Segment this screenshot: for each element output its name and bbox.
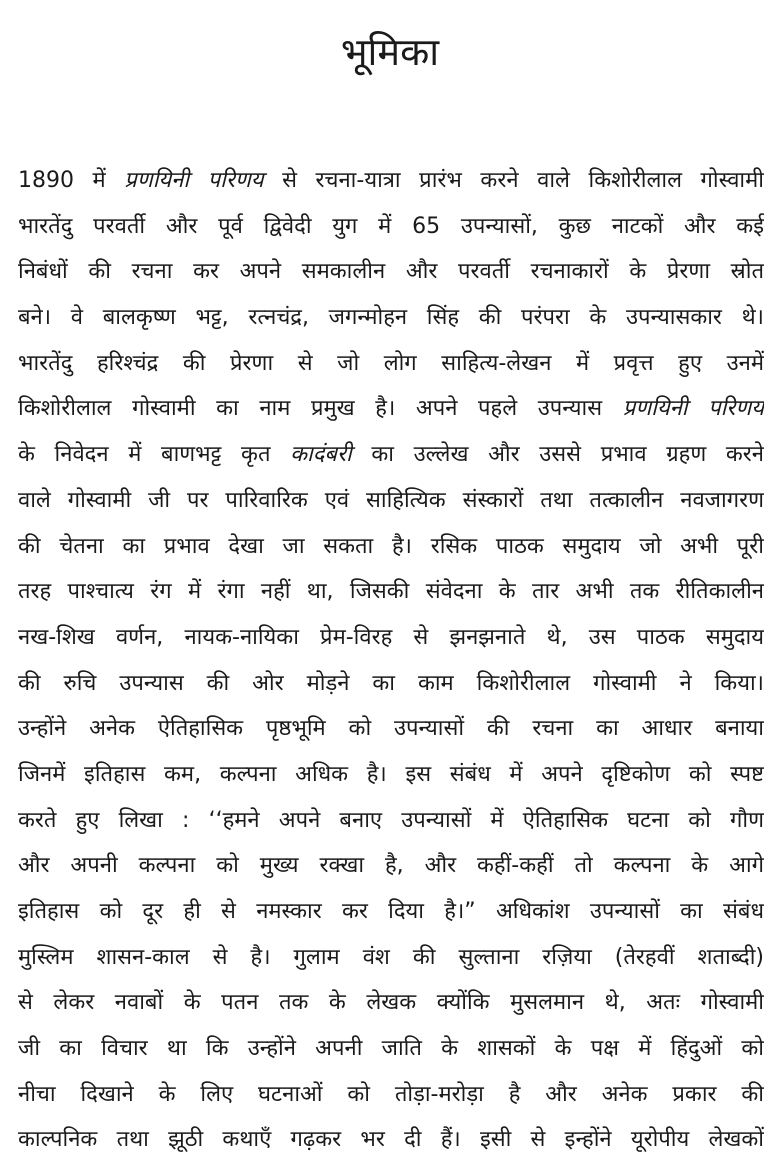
text-line (18, 798, 764, 844)
text-line (18, 249, 764, 295)
text-segment: बने। वे बालकृष्ण भट्ट, रत्नचंद्र, जगन्मोहन सिंह की परंपरा के उपन्यासकार थे। (18, 305, 764, 331)
text-segment: निबंधों की रचना कर अपने समकालीन और परवर्ती रचनाकारों के प्रेरणा स्रोत (18, 259, 764, 285)
text-line (18, 204, 764, 250)
italic-title: कादंबरी (290, 442, 352, 468)
text-segment: नीचा दिखाने के लिए घटनाओं को तोड़ा-मरोड़ा है और अनेक प्रकार की (18, 1081, 764, 1107)
text-line (18, 706, 764, 752)
text-line (18, 752, 764, 798)
text-line (18, 843, 764, 889)
text-line (18, 569, 764, 615)
text-segment: 1890 में (18, 168, 125, 193)
text-segment: वाले गोस्वामी जी पर पारिवारिक एवं साहित्यिक संस्कारों तथा तत्कालीन नवजागरण (18, 487, 764, 513)
text-line (18, 524, 764, 570)
text-segment: करते हुए लिखा : ‘‘हमने अपने बनाए उपन्यासों में ऐतिहासिक घटना को गौण (18, 807, 764, 833)
text-segment: किशोरीलाल गोस्वामी का नाम प्रमुख है। अपने पहले उपन्यास (18, 396, 623, 422)
text-line (18, 661, 764, 707)
text-segment: से लेकर नवाबों के पतन तक के लेखक क्योंकि मुसलमान थे, अतः गोस्वामी (18, 990, 764, 1016)
text-line (18, 1117, 764, 1163)
text-line (18, 341, 764, 387)
text-segment: भारतेंदु हरिश्चंद्र की प्रेरणा से जो लोग साहित्य-लेखन में प्रवृत्त हुए उनमें (18, 350, 764, 376)
text-segment: नख-शिख वर्णन, नायक-नायिका प्रेम-विरह से झनझनाते थे, उस पाठक समुदाय (18, 624, 764, 650)
text-line (18, 478, 764, 524)
text-segment: से रचना-यात्रा प्रारंभ करने वाले किशोरीलाल गोस्वामी (263, 168, 764, 193)
text-segment: उन्होंने अनेक ऐतिहासिक पृष्ठभूमि को उपन्यासों की रचना का आधार बनाया (18, 716, 764, 742)
text-line (18, 615, 764, 661)
text-line (18, 432, 764, 478)
page-title: भूमिका (340, 30, 440, 74)
text-segment: तरह पाश्चात्य रंग में रंगा नहीं था, जिसकी संवेदना के तार अभी तक रीतिकालीन (18, 579, 764, 605)
text-line (18, 386, 764, 432)
italic-title: प्रणयिनी परिणय (622, 396, 764, 422)
text-segment: की रुचि उपन्यास की ओर मोड़ने का काम किशोरीलाल गोस्वामी ने किया। (18, 670, 764, 696)
text-line (18, 935, 764, 981)
text-segment: और अपनी कल्पना को मुख्य रक्खा है, और कहीं-कहीं तो कल्पना के आगे (18, 853, 764, 879)
text-segment: का उल्लेख और उससे प्रभाव ग्रहण करने (351, 442, 764, 468)
text-segment: इतिहास को दूर ही से नमस्कार कर दिया है।” अधिकांश उपन्यासों का संबंध (18, 899, 764, 924)
text-line (18, 158, 764, 204)
text-line (18, 295, 764, 341)
text-segment: भारतेंदु परवर्ती और पूर्व द्विवेदी युग में 65 उपन्यासों, कुछ नाटकों और कई (18, 213, 764, 239)
italic-title: प्रणयिनी परिणय (124, 168, 264, 193)
text-line (18, 889, 764, 935)
text-line (18, 1026, 764, 1072)
text-segment: काल्पनिक तथा झूठी कथाएँ गढ़कर भर दी हैं। इसी से इन्होंने यूरोपीय लेखकों (18, 1127, 764, 1153)
text-segment: जी का विचार था कि उन्होंने अपनी जाति के शासकों के पक्ष में हिंदुओं को (18, 1036, 764, 1062)
text-segment: की चेतना का प्रभाव देखा जा सकता है। रसिक पाठक समुदाय जो अभी पूरी (18, 533, 764, 559)
text-line (18, 1072, 764, 1118)
text-segment: के निवेदन में बाणभट्ट कृत (18, 442, 291, 468)
body-paragraph (18, 158, 764, 1163)
text-segment: जिनमें इतिहास कम, कल्पना अधिक है। इस संबंध में अपने दृष्टिकोण को स्पष्ट (18, 761, 764, 787)
text-segment: मुस्लिम शासन-काल से है। गुलाम वंश की सुल्ताना रज़िया (तेरहवीं शताब्दी) (18, 944, 764, 970)
text-line (18, 980, 764, 1026)
